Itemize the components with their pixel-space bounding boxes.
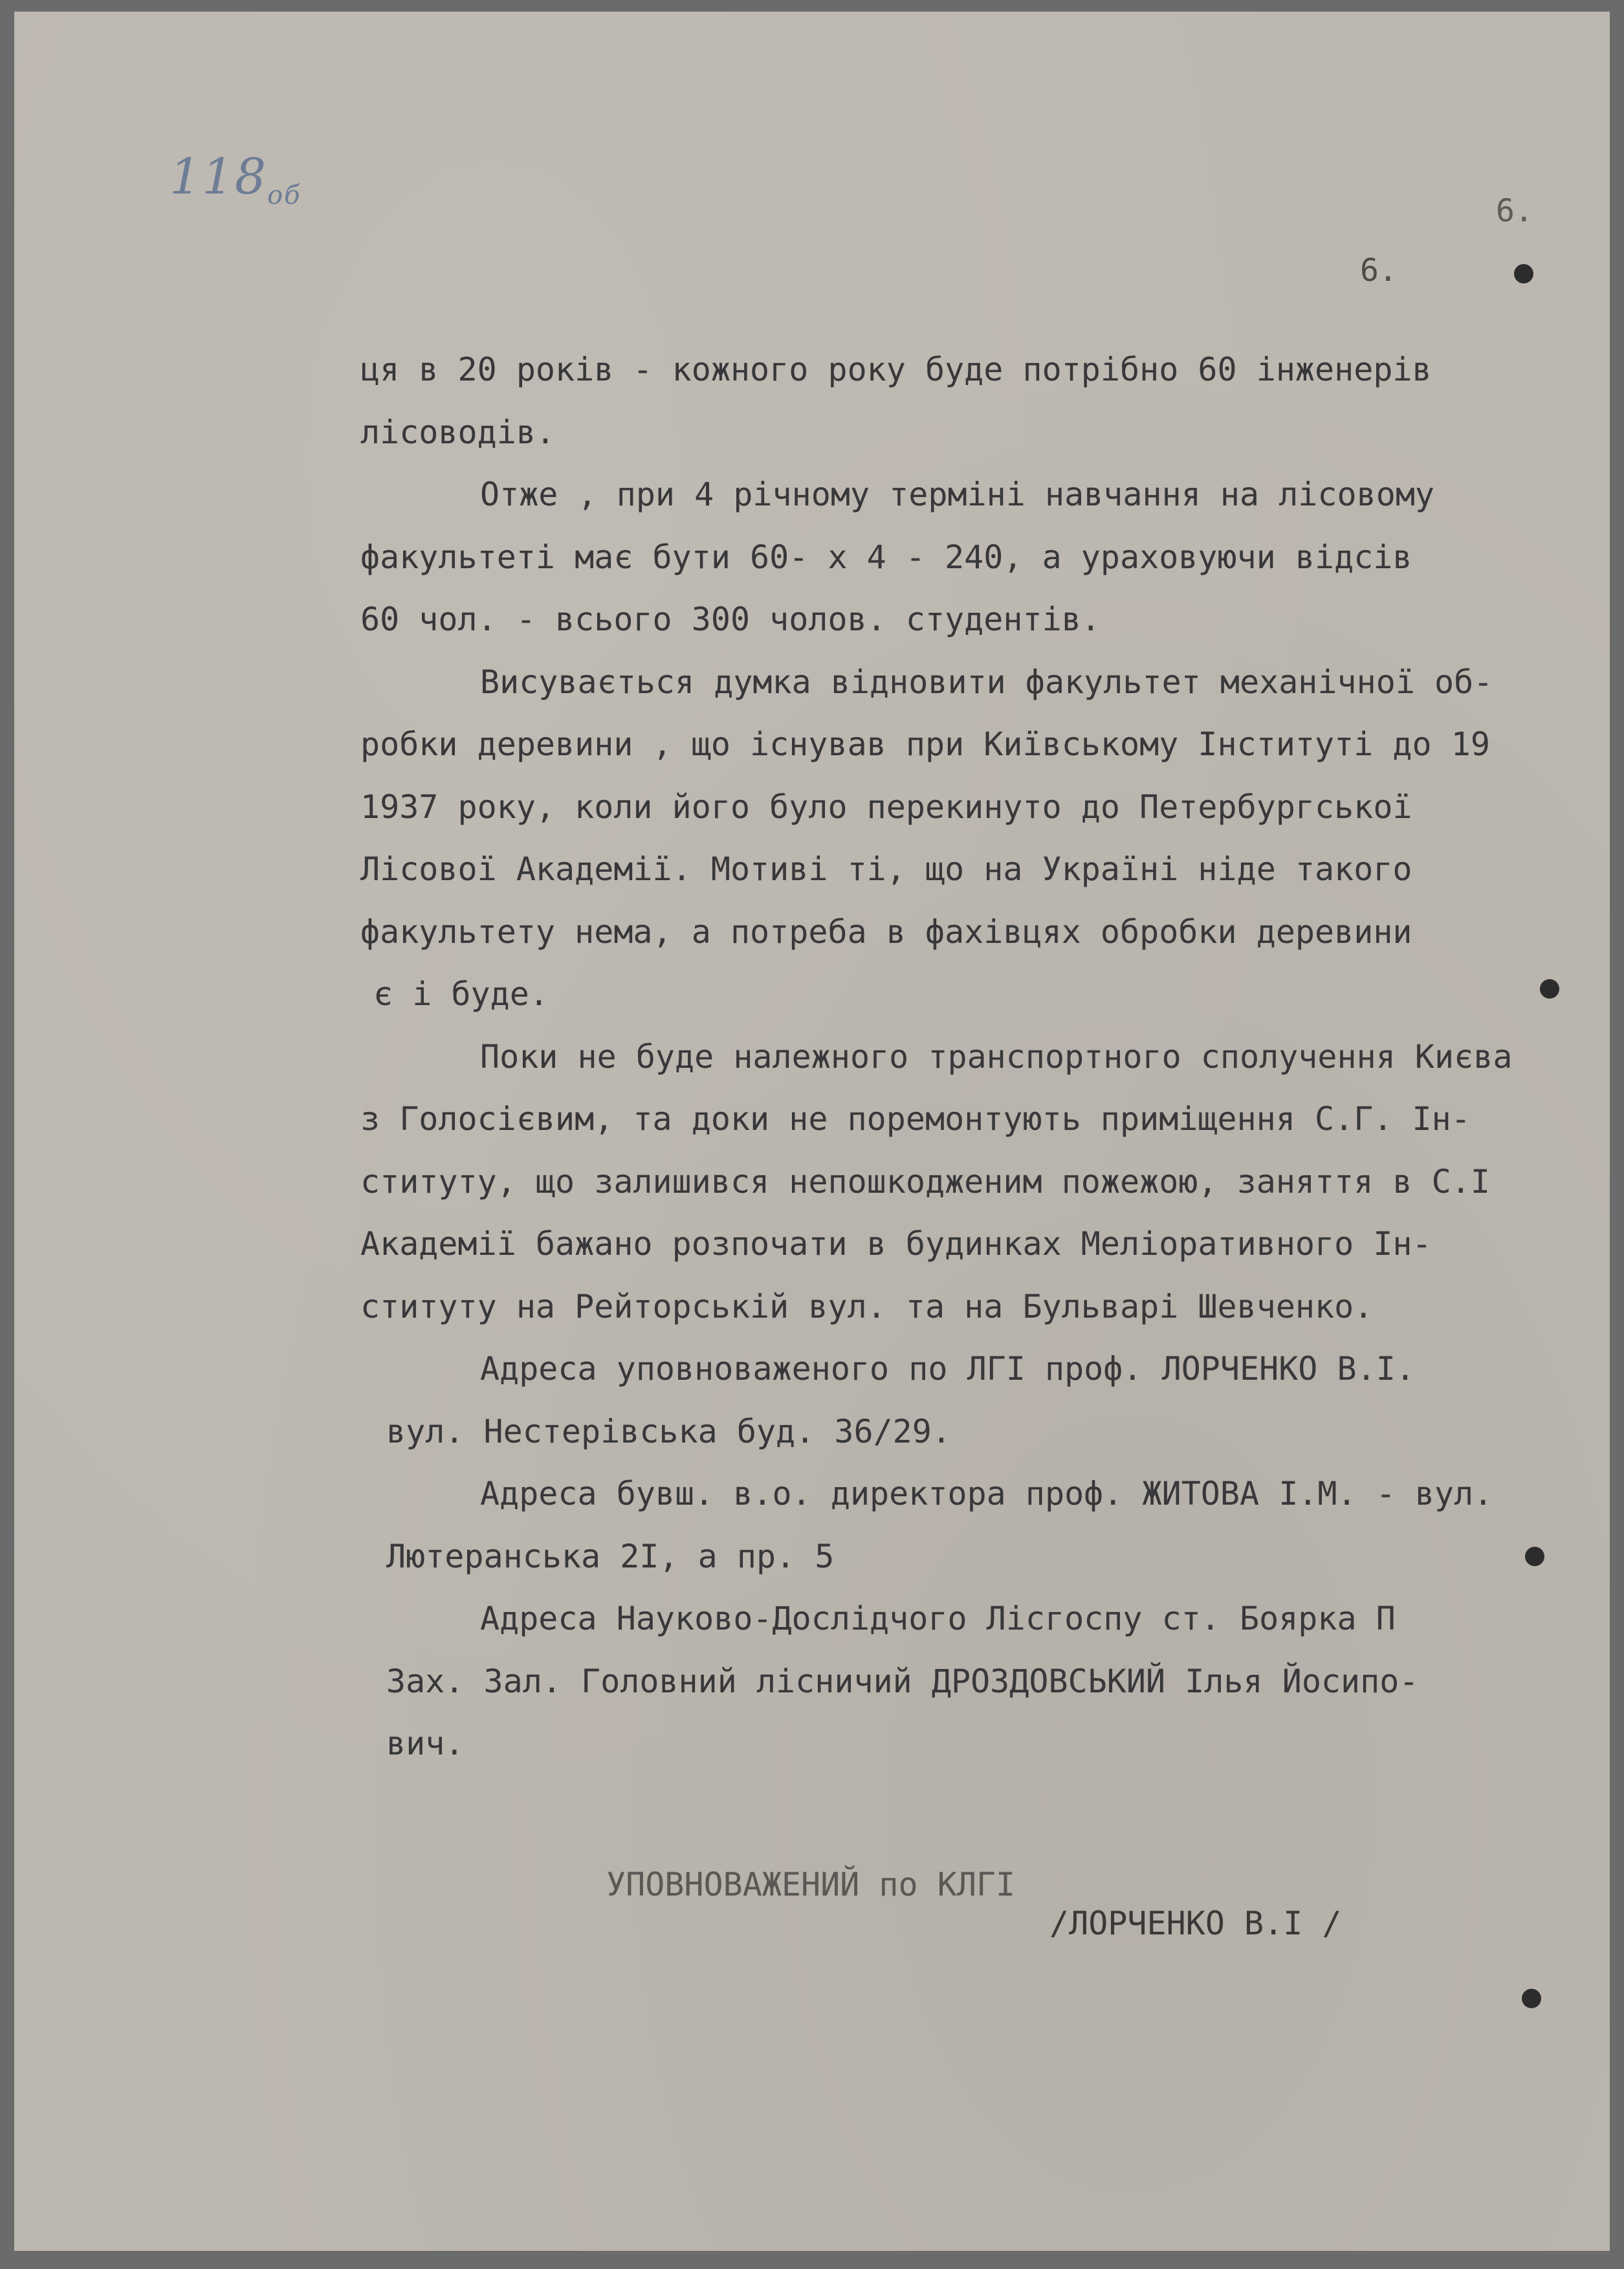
body-line: Адреса бувш. в.о. директора проф. ЖИТОВА І.М. - вул. — [480, 1475, 1493, 1512]
punch-hole-mark — [1514, 264, 1533, 283]
body-line: Лісової Академії. Мотиві ті, що на Україні ніде такого — [360, 850, 1412, 888]
document-page — [14, 12, 1610, 2251]
body-line: Зах. Зал. Головний лісничий ДРОЗДОВСЬКИЙ Ілья Йосипо- — [386, 1662, 1419, 1700]
page-number-corner: 6. — [1496, 193, 1533, 229]
page-number-typed: 6. — [1360, 252, 1398, 289]
body-line: факультеті має бути 60- х 4 - 240, а ураховуючи відсів — [360, 538, 1412, 576]
body-line: Отже , при 4 річному терміні навчання на лісовому — [480, 476, 1435, 513]
body-line: вич. — [386, 1725, 465, 1762]
signature-name: /ЛОРЧЕНКО В.І / — [1049, 1905, 1342, 1942]
body-line: Адреса уповноваженого по ЛГІ проф. ЛОРЧЕНКО В.І. — [480, 1350, 1415, 1388]
signature-title: УПОВНОВАЖЕНИЙ по КЛГІ — [606, 1866, 1016, 1903]
body-line: ституту на Рейторській вул. та на Бульварі Шевченко. — [360, 1287, 1374, 1325]
body-line: Адреса Науково-Дослідчого Лісгоспу ст. Боярка П — [480, 1600, 1396, 1637]
body-line: факультету нема, а потреба в фахівцях обробки деревини — [360, 913, 1412, 951]
body-line: Лютеранська 2І, а пр. 5 — [386, 1537, 835, 1575]
body-line: вул. Нестерівська буд. 36/29. — [386, 1412, 951, 1450]
body-line: ституту, що залишився непошкодженим пожежою, заняття в С.І — [360, 1162, 1490, 1201]
body-line: ця в 20 років - кожного року буде потрібно 60 інженерів — [360, 351, 1432, 388]
document-body — [360, 338, 1603, 1775]
body-line: з Голосієвим, та доки не поремонтують приміщення С.Г. Ін- — [360, 1100, 1471, 1138]
body-line: Поки не буде належного транспортного сполучення Києва — [480, 1037, 1513, 1076]
body-line: Академії бажано розпочати в будинках Меліоративного Ін- — [360, 1225, 1432, 1263]
body-line: Висувається думка відновити факультет механічної об- — [480, 663, 1493, 701]
body-line: робки деревини , що існував при Київському Інституті до 19 — [360, 725, 1490, 763]
archive-number — [170, 148, 302, 210]
archive-number-suffix: об — [267, 181, 302, 211]
body-line: лісоводів. — [360, 413, 556, 451]
body-line: 1937 року, коли його було перекинуто до Петербургської — [360, 788, 1412, 826]
body-line: є і буде. — [373, 975, 549, 1013]
body-line: 60 чол. - всього 300 чолов. студентів. — [360, 601, 1101, 638]
archive-number-value: 118 — [170, 148, 268, 205]
punch-hole-mark — [1522, 1989, 1541, 2008]
